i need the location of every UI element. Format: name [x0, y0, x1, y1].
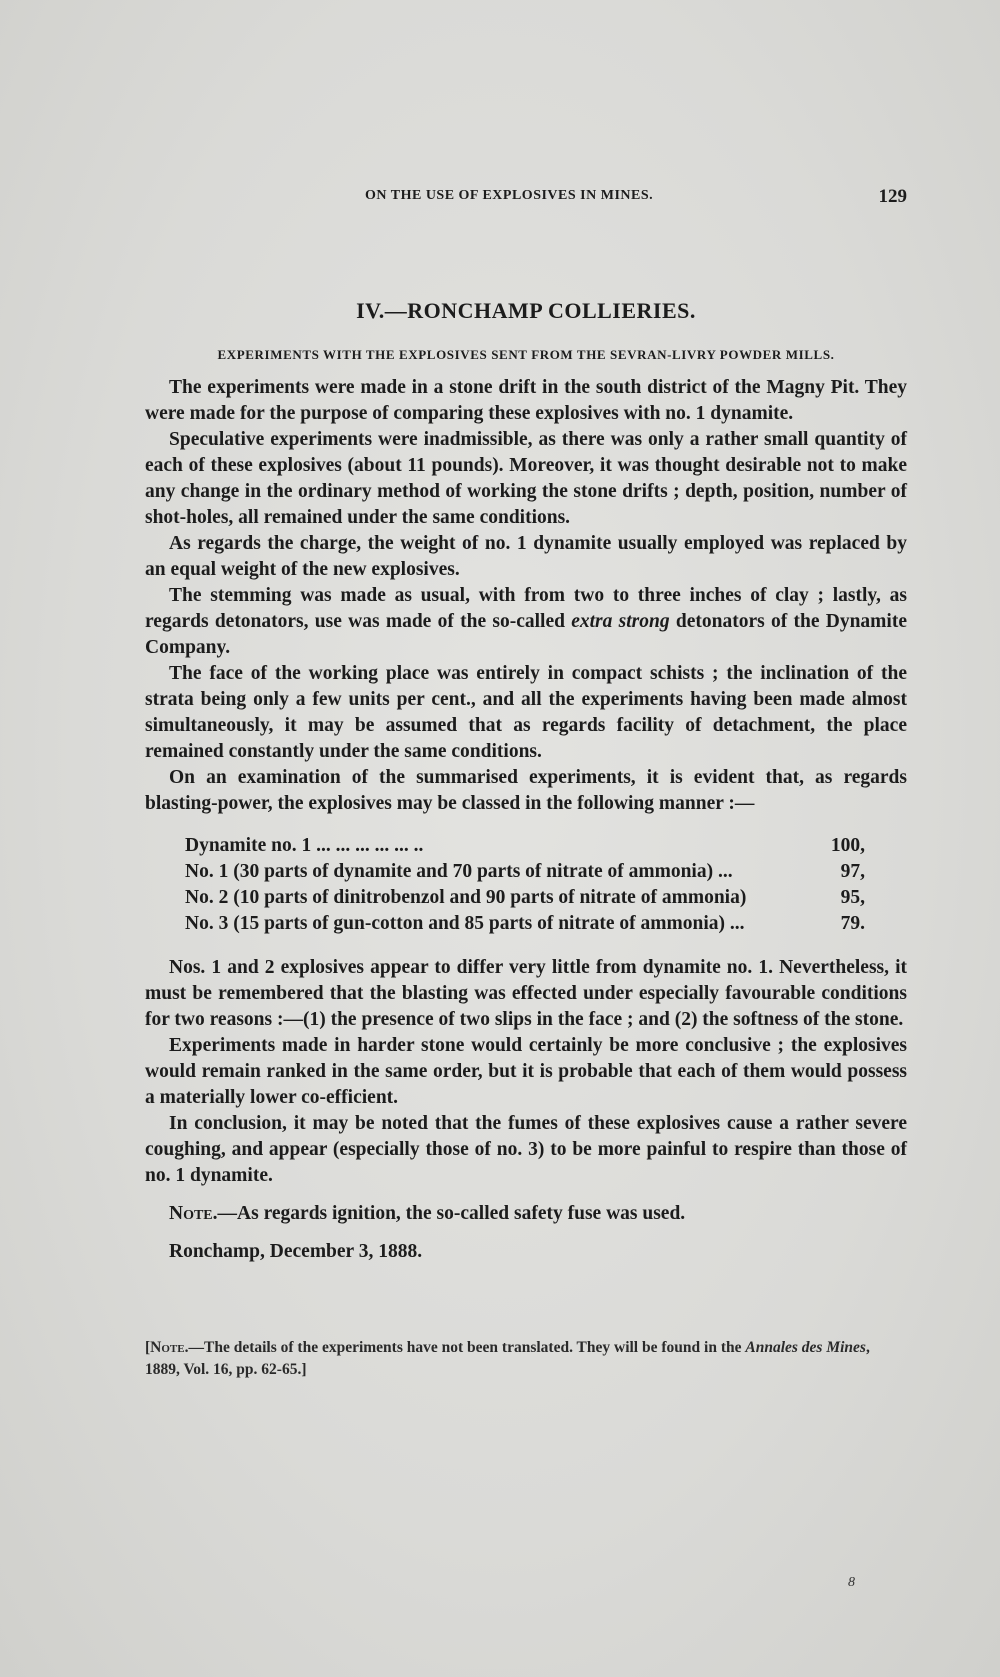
classification-value: 79. — [840, 913, 865, 934]
paragraph-text: detonators of the Dynamite Company. — [145, 611, 907, 658]
footnote-citation: , 1889, Vol. 16, pp. 62-65.] — [145, 1339, 870, 1378]
paragraph — [145, 583, 907, 661]
classification-row — [185, 885, 865, 911]
paragraph: Nos. 1 and 2 explosives appear to differ very little from dynamite no. 1. Nevertheless, it must be remembered that the blasting was effected under especially favourable conditions for two reasons :—(1) the presence of two slips in the face ; and (2) the softness of the stone. — [145, 957, 907, 1030]
paragraph: Speculative experiments were inadmissible, as there was only a rather small quantity of each of these explosives (about 11 pounds). Moreover, it was thought desirable not to make any change in the ordinary method of working the stone drifts ; depth, position, number of shot-holes, all remained under the same conditions. — [145, 429, 907, 528]
page-number: 129 — [878, 186, 907, 207]
running-title: ON THE USE OF EXPLOSIVES IN MINES. — [365, 188, 654, 203]
classification-label: No. 1 (30 parts of dynamite and 70 parts of nitrate of ammonia) ... — [185, 861, 733, 882]
paragraph: The face of the working place was entirely in compact schists ; the inclination of the strata being only a few units per cent., and all the experiments having been made almost simultaneously, it may be assumed that as regards facility of detachment, the place remained constantly under the same conditions. — [145, 663, 907, 762]
emphasis-text: extra strong — [571, 611, 670, 632]
paragraph-text: The stemming was made as usual, with from two to three inches of clay ; lastly, as regards detonators, use was made of the so-called — [145, 585, 907, 632]
footnote — [145, 1337, 907, 1381]
dateline: Ronchamp, December 3, 1888. — [169, 1241, 423, 1262]
section-subtitle: EXPERIMENTS WITH THE EXPLOSIVES SENT FROM THE SEVRAN-LIVRY POWDER MILLS. — [217, 347, 835, 362]
paragraph: On an examination of the summarised experiments, it is evident that, as regards blasting-power, the explosives may be classed in the following manner :— — [145, 767, 907, 814]
body-text — [145, 375, 907, 1265]
classification-label: No. 3 (15 parts of gun-cotton and 85 parts of nitrate of ammonia) ... — [185, 913, 745, 934]
signature-mark: 8 — [848, 1575, 855, 1590]
classification-label: No. 2 (10 parts of dinitrobenzol and 90 parts of nitrate of ammonia) — [185, 887, 747, 908]
running-head — [145, 186, 907, 210]
footnote-label: Note. — [150, 1339, 189, 1356]
paragraph: As regards the charge, the weight of no. 1 dynamite usually employed was replaced by an equal weight of the new explosives. — [145, 533, 907, 580]
classification-label: Dynamite no. 1 ... ... ... ... ... .. — [185, 835, 424, 856]
classification-row — [185, 859, 865, 885]
classification-row — [185, 833, 865, 859]
footnote-bracket: [ — [145, 1339, 151, 1356]
paragraph: Experiments made in harder stone would certainly be more conclusive ; the explosives would remain ranked in the same order, but it is probable that each of them would possess a materially lower co-efficient. — [145, 1035, 907, 1108]
classification-value: 97, — [840, 861, 865, 882]
paragraph: In conclusion, it may be noted that the fumes of these explosives cause a rather severe coughing, and appear (especially those of no. 3) to be more painful to respire than those of no. 1 dynamite. — [145, 1113, 907, 1186]
footnote-journal: Annales des Mines — [745, 1339, 866, 1356]
classification-row — [185, 911, 865, 937]
footnote-text: —The details of the experiments have not been translated. They will be found in the — [188, 1339, 746, 1356]
paragraph: The experiments were made in a stone drift in the south district of the Magny Pit. They were made for the purpose of comparing these explosives with no. 1 dynamite. — [145, 377, 907, 424]
classification-value: 95, — [840, 887, 865, 908]
classification-value: 100, — [830, 835, 865, 856]
note-paragraph — [145, 1201, 907, 1227]
classification-list — [185, 833, 865, 937]
note-label: Note. — [169, 1203, 218, 1224]
section-title: IV.—RONCHAMP COLLIERIES. — [356, 298, 696, 323]
note-text: —As regards ignition, the so-called safety fuse was used. — [217, 1203, 686, 1224]
